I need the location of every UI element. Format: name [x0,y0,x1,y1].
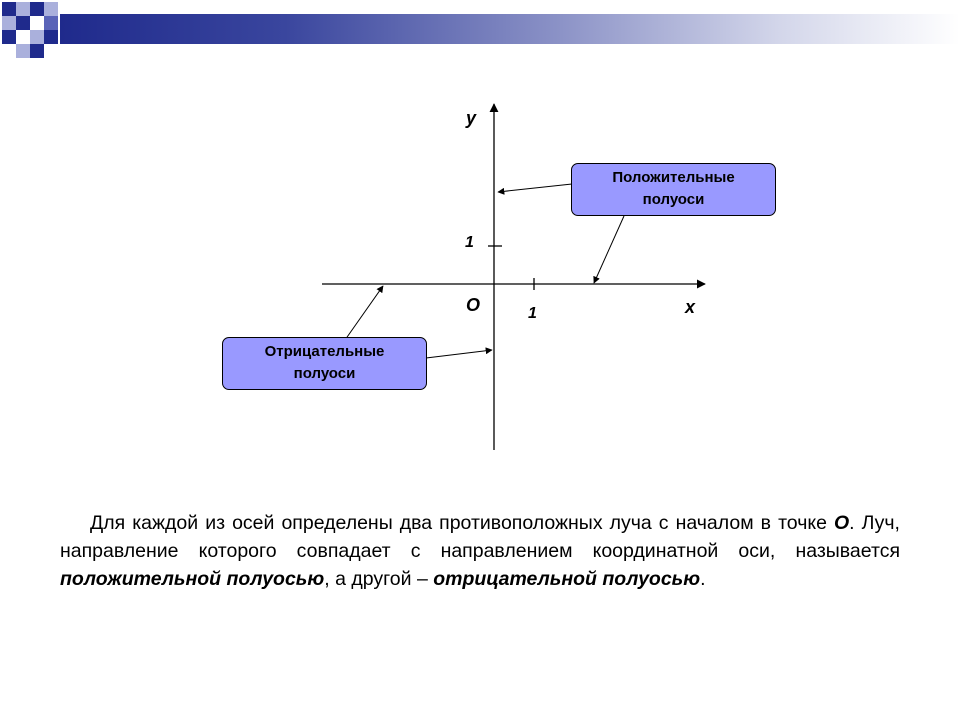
positive-callout-line2: полуоси [642,191,705,208]
text-part-4: . [700,568,706,590]
origin-label: O [466,295,481,315]
negative-semiaxis-callout [222,337,427,390]
text-part-2: . Луч, направление которого совпадает с направлением координатной оси, называется [60,512,900,562]
definition-paragraph [60,509,900,593]
positive-callout-line1: Положительные [612,169,735,186]
y-tick-label: 1 [465,234,474,251]
y-axis-label: y [466,108,477,128]
text-part-1: Для каждой из осей определены два противоположных луча с началом в точке [90,512,834,534]
positive-term: положительной полуосью [60,568,325,590]
negative-arrow-to-y-axis [426,350,492,358]
negative-callout-line1: Отрицательные [264,343,385,360]
negative-term: отрицательной полуосью [433,568,701,590]
x-tick-label: 1 [528,305,537,322]
text-part-3: , а другой – [324,568,434,590]
point-name: О [834,512,850,534]
negative-arrow-to-x-axis [345,286,383,340]
positive-arrow-to-x-axis [594,216,624,283]
positive-arrow-to-y-axis [498,184,572,192]
negative-callout-line2: полуоси [293,365,356,382]
positive-semiaxis-callout [571,163,776,216]
x-axis-label: x [685,297,696,317]
